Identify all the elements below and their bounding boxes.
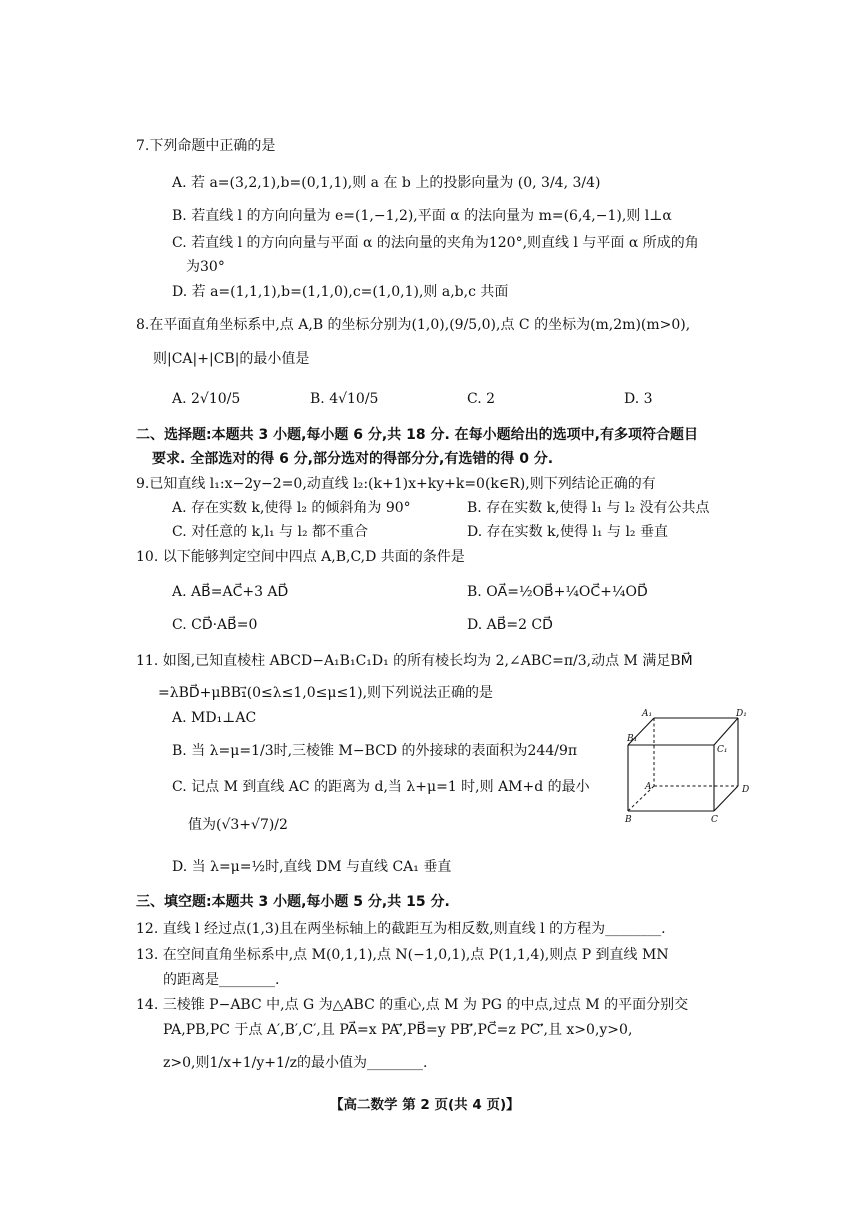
q12-stem: 12. 直线 l 经过点(1,3)且在两坐标轴上的截距互为相反数,则直线 l 的方程为________. <box>136 921 666 937</box>
q11-stem: 11. 如图,已知直棱柱 ABCD−A₁B₁C₁D₁ 的所有棱长均为 2,∠ABC=π/3,动点 M 满足BM⃗ <box>136 653 693 669</box>
q9-option-b: B. 存在实数 k,使得 l₁ 与 l₂ 没有公共点 <box>467 500 710 516</box>
q7-option-b: B. 若直线 l 的方向向量为 e=(1,−1,2),平面 α 的法向量为 m=(6,4,−1),则 l⊥α <box>172 208 672 224</box>
label-d1: D₁ <box>736 709 747 719</box>
q10-option-d: D. AB⃗=2 CD⃗ <box>467 617 553 633</box>
q7-option-c-cont: 为30° <box>186 259 225 275</box>
q13-stem-cont: 的距离是________. <box>163 972 280 988</box>
q8-option-d: D. 3 <box>624 391 653 407</box>
q7-option-a: A. 若 a=(3,2,1),b=(0,1,1),则 a 在 b 上的投影向量为 (0, 3/4, 3/4) <box>172 175 601 191</box>
q9-stem: 9.已知直线 l₁:x−2y−2=0,动直线 l₂:(k+1)x+ky+k=0(k∈R),则下列结论正确的有 <box>136 476 656 492</box>
q11-option-d: D. 当 λ=μ=½时,直线 DM 与直线 CA₁ 垂直 <box>172 859 452 875</box>
q14-stem-line2: PA,PB,PC 于点 A′,B′,C′,且 PA⃗=x PA′⃗,PB⃗=y PB′⃗,PC⃗=z PC′⃗,且 x>0,y>0, <box>163 1022 633 1038</box>
label-a: A <box>645 782 652 792</box>
page-footer: 【高二数学 第 2 页(共 4 页)】 <box>330 1097 520 1113</box>
q14-stem-line3: z>0,则1/x+1/y+1/z的最小值为________. <box>163 1055 428 1071</box>
label-c: C <box>711 815 718 825</box>
q7-option-c: C. 若直线 l 的方向向量与平面 α 的法向量的夹角为120°,则直线 l 与平面 α 所成的角 <box>172 235 699 251</box>
q8-stem: 8.在平面直角坐标系中,点 A,B 的坐标分别为(1,0),(9/5,0),点 C 的坐标为(m,2m)(m>0), <box>136 317 691 333</box>
prism-figure <box>625 706 758 828</box>
q14-stem: 14. 三棱锥 P−ABC 中,点 G 为△ABC 的重心,点 M 为 PG 的中点,过点 M 的平面分别交 <box>136 997 689 1013</box>
section2-heading-cont: 要求. 全部选对的得 6 分,部分选对的得部分分,有选错的得 0 分. <box>152 451 554 467</box>
q8-stem-cont: 则|CA|+|CB|的最小值是 <box>153 351 310 367</box>
q9-option-c: C. 对任意的 k,l₁ 与 l₂ 都不重合 <box>172 524 369 540</box>
label-d: D <box>742 785 750 795</box>
q7-stem: 7.下列命题中正确的是 <box>136 138 276 154</box>
q10-stem: 10. 以下能够判定空间中四点 A,B,C,D 共面的条件是 <box>136 549 465 565</box>
q9-option-a: A. 存在实数 k,使得 l₂ 的倾斜角为 90° <box>172 500 411 516</box>
label-b: B <box>625 815 632 825</box>
q7-option-d: D. 若 a=(1,1,1),b=(1,1,0),c=(1,0,1),则 a,b,c 共面 <box>172 284 509 300</box>
q11-option-a: A. MD₁⊥AC <box>172 710 257 726</box>
q11-option-c-cont: 值为(√3+√7)/2 <box>188 817 288 833</box>
label-b1: B₁ <box>627 734 638 744</box>
q9-option-d: D. 存在实数 k,使得 l₁ 与 l₂ 垂直 <box>467 524 668 540</box>
q11-stem-cont: =λBD⃗+μBB₁⃗(0≤λ≤1,0≤μ≤1),则下列说法正确的是 <box>158 685 494 701</box>
q10-option-b: B. OA⃗=½OB⃗+¼OC⃗+¼OD⃗ <box>467 584 648 600</box>
section2-heading: 二、选择题:本题共 3 小题,每小题 6 分,共 18 分. 在每小题给出的选项中,有多项符合题目 <box>136 427 698 443</box>
q8-option-b: B. 4√10/5 <box>310 391 379 407</box>
q8-option-a: A. 2√10/5 <box>172 391 241 407</box>
q13-stem: 13. 在空间直角坐标系中,点 M(0,1,1),点 N(−1,0,1),点 P(1,1,4),则点 P 到直线 MN <box>136 947 669 963</box>
q11-option-c: C. 记点 M 到直线 AC 的距离为 d,当 λ+μ=1 时,则 AM+d 的最小 <box>172 779 590 795</box>
label-a1: A₁ <box>642 709 653 719</box>
label-c1: C₁ <box>717 745 728 755</box>
section3-heading: 三、填空题:本题共 3 小题,每小题 5 分,共 15 分. <box>136 894 450 910</box>
q11-option-b: B. 当 λ=μ=1/3时,三棱锥 M−BCD 的外接球的表面积为244/9π <box>172 743 578 759</box>
q10-option-a: A. AB⃗=AC⃗+3 AD⃗ <box>172 584 289 600</box>
q8-option-c: C. 2 <box>467 391 496 407</box>
q10-option-c: C. CD⃗·AB⃗=0 <box>172 617 258 633</box>
